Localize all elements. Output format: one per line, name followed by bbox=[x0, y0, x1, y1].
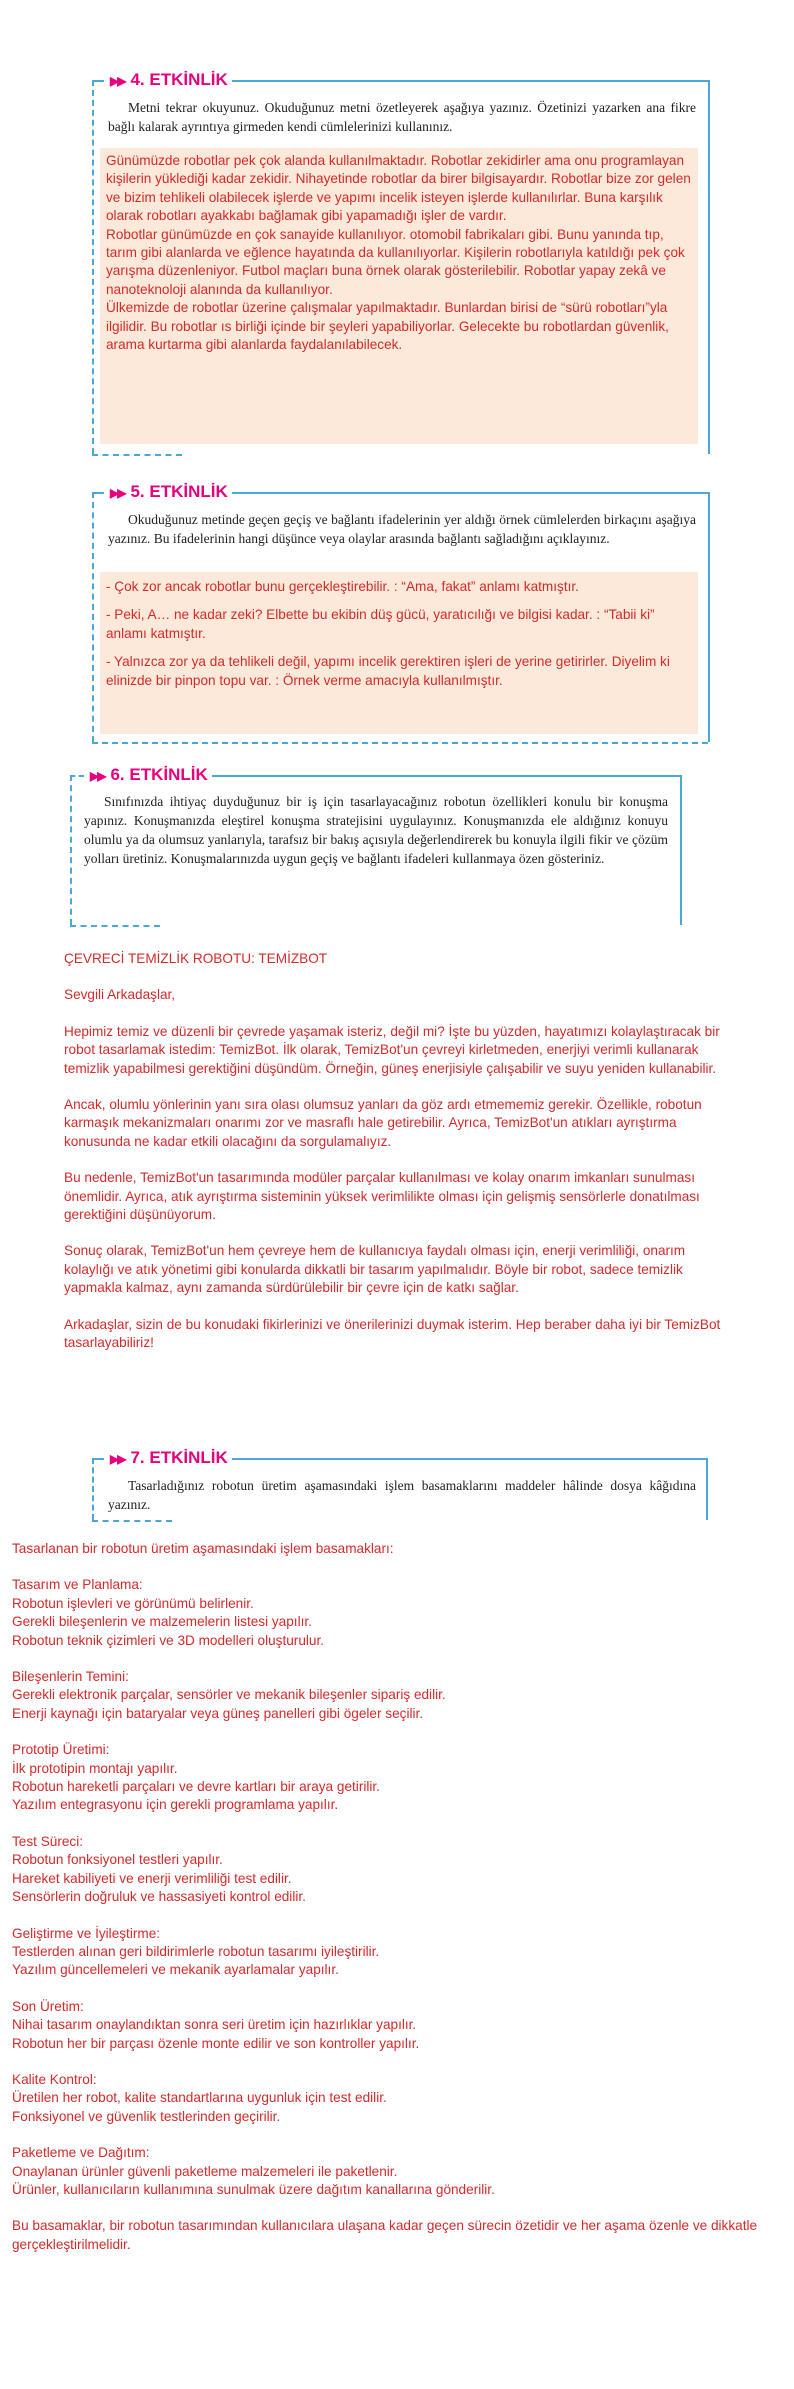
answer-paragraph: Ülkemizde de robotlar üzerine çalışmalar yapılmaktadır. Bunlardan birisi de “sürü robotları”yla ilgilidir. Bu robotlar ıs birliği içinde bir şeyleri yapabiliyorlar. Gelecekte bu robotlardan güvenlik, arama kurtarma gibi alanlarda faydalanılabilecek. bbox=[106, 300, 669, 353]
step-line: Ürünler, kullanıcıların kullanımına sunulmak üzere dağıtım kanallarına gönderilir. bbox=[12, 2181, 495, 2197]
speech-greeting: Sevgili Arkadaşlar, bbox=[64, 987, 176, 1003]
step-heading: Kalite Kontrol: bbox=[12, 2071, 97, 2087]
step-line: Robotun her bir parçası özenle monte edilir ve son kontroller yapılır. bbox=[12, 2035, 420, 2051]
step-heading: Geliştirme ve İyileştirme: bbox=[12, 1925, 161, 1941]
activity-5-answers bbox=[100, 572, 698, 734]
step-line: Onaylanan ürünler güvenli paketleme malzemeleri ile paketlenir. bbox=[12, 2163, 398, 2179]
step-heading: Test Süreci: bbox=[12, 1833, 84, 1849]
step-line: Robotun hareketli parçaları ve devre kartları bir araya getirilir. bbox=[12, 1779, 380, 1795]
activity-7-instruction: Tasarladığınız robotun üretim aşamasındaki işlem basamaklarını maddeler hâlinde dosya kâğıdına yazınız. bbox=[108, 1478, 696, 1512]
answer-item: - Yalnızca zor ya da tehlikeli değil, yapımı incelik gerektiren işleri de yerine getirirler. Diyelim ki elinizde bir pinpon topu var. : Örnek verme amacıyla kullanılmıştır. bbox=[106, 654, 670, 688]
speech-title: ÇEVRECİ TEMİZLİK ROBOTU: TEMİZBOT bbox=[64, 951, 328, 966]
activity-5-title: ▶▶ 5. ETKİNLİK bbox=[106, 482, 232, 503]
activity-4-instruction: Metni tekrar okuyunuz. Okuduğunuz metni özetleyerek aşağıya yazınız. Özetinizi yazarken ana fikre bağlı kalarak ayrıntıya girmeden kendi cümlelerinizi kullanınız. bbox=[108, 100, 696, 134]
activity-4-title: ▶▶ 4. ETKİNLİK bbox=[106, 70, 232, 91]
speech-paragraph: Arkadaşlar, sizin de bu konudaki fikirlerinizi ve önerilerinizi duymak isterim. Hep beraber daha iyi bir TemizBot tasarlayabiliriz! bbox=[64, 1316, 721, 1351]
activity-6-instruction: Sınıfınızda ihtiyaç duyduğunuz bir iş için tasarlayacağınız robotun özellikleri konulu bir konuşma yapınız. Konuşmanızda eleştirel konuşma stratejisini uygulayınız. Konuşmanızda ele aldığınız konuyu olumlu ya da olumsuz yanlarıyla, tarafsız bir bakış açısıyla değerlendirerek bu konuyla ilgili fikir ve çözüm yolları üretiniz. Konuşmalarınızda uygun geçiş ve bağlantı ifadeleri kullanmaya özen gösteriniz. bbox=[84, 794, 668, 866]
step-line: Yazılım entegrasyonu için gerekli programlama yapılır. bbox=[12, 1797, 339, 1813]
step-line: Enerji kaynağı için bataryalar veya güneş panelleri gibi ögeler seçilir. bbox=[12, 1705, 424, 1721]
activity-5-instruction: Okuduğunuz metinde geçen geçiş ve bağlantı ifadelerinin yer aldığı örnek cümlelerden birkaçını aşağıya yazınız. Bu ifadelerinin hangi düşünce veya olaylar arasında bağlantı sağladığını açıklayınız. bbox=[108, 512, 696, 546]
step-heading: Bileşenlerin Temini: bbox=[12, 1669, 129, 1685]
answer-paragraph: Robotlar günümüzde en çok sanayide kullanılıyor. otomobil fabrikaları gibi. Bunu yanında tıp, tarım gibi alanlarda ve eğlence hayatında da kullanılıyorlar. Kişilerin robotlarıyla katıldığı pek çok yarışma düzenleniyor. Futbol maçları buna örnek olarak gösterilebilir. Robotlar yapay zekâ ve nanoteknoloji alanında da kullanılıyor. bbox=[106, 226, 685, 297]
step-line: Testlerden alınan geri bildirimlerle robotun tasarımı iyileştirilir. bbox=[12, 1943, 380, 1959]
activity-7-title: ▶▶ 7. ETKİNLİK bbox=[106, 1448, 232, 1469]
speech-paragraph: Bu nedenle, TemizBot'un tasarımında modüler parçalar kullanılması ve kolay onarım imkanları sunulması önemlidir. Ayrıca, atık ayrıştırma sisteminin yüksek verimlilikte olması için gelişmiş sensörlerle donatılması gerektiğini düşünüyorum. bbox=[64, 1170, 700, 1223]
activity-6-speech bbox=[64, 950, 734, 1353]
step-line: Robotun fonksiyonel testleri yapılır. bbox=[12, 1852, 223, 1868]
answer-item: - Çok zor ancak robotlar bunu gerçekleştirebilir. : “Ama, fakat” anlamı katmıştır. bbox=[106, 579, 579, 594]
step-line: Robotun teknik çizimleri ve 3D modelleri oluşturulur. bbox=[12, 1632, 325, 1648]
step-line: Gerekli elektronik parçalar, sensörler ve mekanik bileşenler sipariş edilir. bbox=[12, 1687, 446, 1703]
step-line: Robotun işlevleri ve görünümü belirlenir. bbox=[12, 1595, 254, 1611]
double-arrow-icon: ▶▶ bbox=[110, 1452, 125, 1466]
activity-7-answer bbox=[12, 1540, 784, 2254]
double-arrow-icon: ▶▶ bbox=[110, 486, 125, 500]
step-heading: Paketleme ve Dağıtım: bbox=[12, 2145, 150, 2161]
step-line: Hareket kabiliyeti ve enerji verimliliği test edilir. bbox=[12, 1870, 292, 1886]
double-arrow-icon: ▶▶ bbox=[90, 769, 105, 783]
answer-item: - Peki, A… ne kadar zeki? Elbette bu ekibin düş gücü, yaratıcılığı ve bilgisi kadar. : “Tabii ki” anlamı katmıştır. bbox=[106, 607, 655, 641]
speech-paragraph: Hepimiz temiz ve düzenli bir çevrede yaşamak isteriz, değil mi? İşte bu yüzden, hayatımızı kolaylaştıracak bir robot tasarlamak istedim: TemizBot. İlk olarak, TemizBot'un çevreyi kirletmeden, enerjiyi verimli kullanarak temizlik yapabilmesi gerektiğini düşündüm. Örneğin, güneş enerjisiyle çalışabilir ve suyu yeniden kullanabilir. bbox=[64, 1023, 720, 1076]
double-arrow-icon: ▶▶ bbox=[110, 74, 125, 88]
steps-closing: Bu basamaklar, bir robotun tasarımından kullanıcılara ulaşana kadar geçen sürecin özetidir ve her aşama özenle ve dikkatle gerçekleştirilmelidir. bbox=[12, 2218, 758, 2252]
step-line: İlk prototipin montajı yapılır. bbox=[12, 1760, 178, 1776]
answer-paragraph: Günümüzde robotlar pek çok alanda kullanılmaktadır. Robotlar zekidirler ama onu programlayan kişilerin yüklediği kadar zekidir. Nihayetinde robotlar da birer bilgisayardır. Robotlar bize zor gelen ve bizim tehlikeli olabilecek işlerde ve yapımı incelik isteyen işlerde kullanılırlar. Buna karşılık olarak robotları ayakkabı bağlamak gibi yapamadığı işler de vardır. bbox=[106, 153, 691, 224]
activity-4-answer bbox=[100, 148, 698, 444]
speech-paragraph: Ancak, olumlu yönlerinin yanı sıra olası olumsuz yanları da göz ardı etmememiz gerekir. Özellikle, robotun karmaşık mekanizmaları onarımı zor ve masraflı hale getirebilir. Ayrıca, TemizBot'un atıkları ayrıştırma konusunda ne kadar etkili olacağını da sorgulamalıyız. bbox=[64, 1097, 702, 1149]
step-line: Üretilen her robot, kalite standartlarına uygunluk için test edilir. bbox=[12, 2090, 387, 2106]
step-line: Fonksiyonel ve güvenlik testlerinden geçirilir. bbox=[12, 2108, 281, 2124]
step-line: Yazılım güncellemeleri ve mekanik ayarlamalar yapılır. bbox=[12, 1962, 339, 1978]
step-line: Gerekli bileşenlerin ve malzemelerin listesi yapılır. bbox=[12, 1614, 312, 1630]
step-heading: Son Üretim: bbox=[12, 1998, 84, 2014]
speech-paragraph: Sonuç olarak, TemizBot'un hem çevreye hem de kullanıcıya faydalı olması için, enerji verimliliği, onarım kolaylığı ve atık yönetimi gibi konularda dikkatli bir tasarım yapılmalıdır. Böyle bir robot, sadece temizlik yapmakla kalmaz, aynı zamanda sürdürülebilir bir çevre için de katkı sağlar. bbox=[64, 1243, 686, 1296]
activity-6-title: ▶▶ 6. ETKİNLİK bbox=[86, 765, 212, 786]
step-heading: Prototip Üretimi: bbox=[12, 1742, 110, 1758]
step-line: Sensörlerin doğruluk ve hassasiyeti kontrol edilir. bbox=[12, 1889, 306, 1905]
step-line: Nihai tasarım onaylandıktan sonra seri üretim için hazırlıklar yapılır. bbox=[12, 2017, 417, 2033]
steps-intro: Tasarlanan bir robotun üretim aşamasındaki işlem basamakları: bbox=[12, 1541, 394, 1556]
step-heading: Tasarım ve Planlama: bbox=[12, 1577, 143, 1593]
